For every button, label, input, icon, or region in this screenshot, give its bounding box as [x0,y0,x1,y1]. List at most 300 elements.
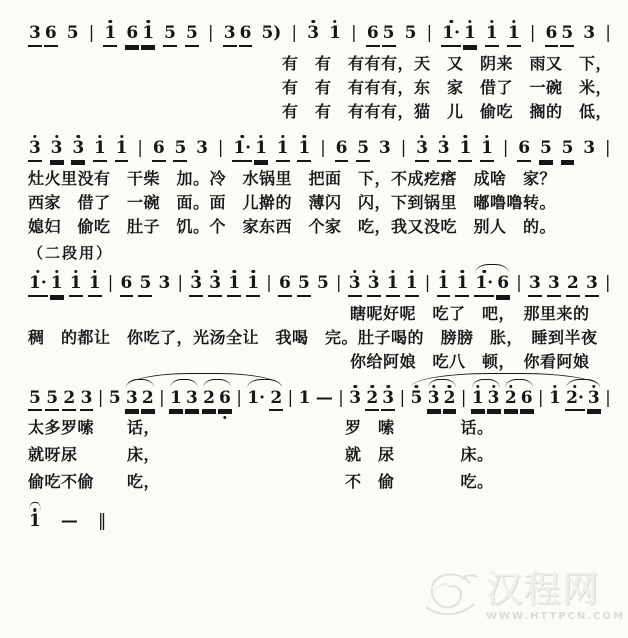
barline [107,272,115,295]
note-cell [50,137,64,162]
note-cell [604,387,612,410]
note-digit: | [137,137,144,158]
note-cell [319,137,327,160]
note [528,272,542,297]
note [520,387,534,412]
note [125,387,139,412]
note-cell [246,272,260,297]
note-digit: | [266,272,272,293]
note [246,387,266,410]
note-digit: 1· [232,140,252,162]
note-cell [120,272,134,297]
note-digit: 6 [545,25,559,47]
note-cell [115,137,129,162]
note-digit: 5 [45,390,59,412]
note-cell [441,25,477,47]
lyrics-row [28,301,612,325]
lyric-text: 就 尿 床。 [345,445,494,465]
note-digit: 1 [471,390,485,412]
note-cell [348,272,362,297]
note-digit: 3 [349,387,362,408]
note [28,25,42,47]
note-digit: | [604,272,611,293]
note [218,387,232,412]
notation-line [28,500,612,533]
dash-note [315,387,334,410]
note-cell [335,272,343,295]
lyrics-row [28,415,612,442]
note-cell [474,272,510,297]
note-cell [585,272,599,297]
note-digit: 2 [504,390,518,412]
note-digit: 1 [88,275,102,297]
note [404,25,418,45]
note-digit: | [291,23,298,43]
note-digit: 5 [539,140,553,162]
note-cell [348,387,362,410]
lyric-text: 瞎呢好呢 吃了 吧， 那里来的 [350,303,590,323]
note [443,387,457,412]
note-digit: 2 [62,390,76,412]
note-cell [604,25,612,45]
note-digit: 5 [297,275,311,297]
note-digit: — [315,387,333,408]
note-cell [80,387,94,412]
note-digit: 3 [587,390,601,412]
note-cell [108,387,122,410]
note-digit: 5 [28,390,42,412]
note-digit: | [207,23,214,43]
note-digit: 3 [381,390,395,412]
note-digit: 3 [307,23,320,43]
note-digit: 1 [93,140,107,162]
notation-line [28,262,612,297]
note-digit: | [400,137,407,158]
note-cell [107,272,115,295]
note-digit: 2· [565,390,585,412]
note-cell [539,137,553,162]
note-cell [158,387,166,410]
lyrics-row [28,166,612,190]
note-cell [28,513,42,533]
barline [604,387,612,410]
note-cell [604,272,612,295]
note-cell [217,137,225,160]
note-digit: 1 [548,387,561,408]
note-digit: 6 [218,390,232,412]
barline [265,272,273,295]
note-cell [88,25,96,45]
barline [515,272,523,295]
barline [537,387,545,410]
note-digit: 5 [173,140,187,162]
note-cell [517,137,531,162]
note [185,387,199,412]
note-digit: | [424,272,431,293]
note [93,137,107,162]
note-cell [367,272,381,297]
note [356,137,370,162]
note [585,272,599,297]
note [254,137,268,162]
note-cell [207,25,215,45]
note-cell [561,137,575,162]
tie-arc [475,264,509,273]
score-system [28,500,612,533]
note-cell [485,25,499,47]
note-digit: 2 [202,390,216,412]
note [582,25,596,45]
watermark-site-url: WWW.HTTPCN.COM [486,611,625,622]
note-cell [537,387,545,410]
note-cell [415,137,429,162]
note [45,387,59,412]
barline [176,272,184,295]
note-cell [337,387,345,410]
note-cell [455,272,469,297]
note [496,272,510,297]
note-cell [297,137,311,162]
note-digit: | [338,387,344,408]
lyrics-row [28,214,612,238]
lyrics-row [28,190,612,214]
note [455,272,469,297]
note-digit: 1 [458,140,472,162]
note-cell [88,272,102,297]
barline [88,25,96,45]
note-cell [60,513,79,533]
note [44,25,58,47]
barline [287,387,295,410]
barline [290,25,298,45]
note [547,272,561,297]
barline [529,25,537,45]
note [269,387,283,412]
note-cell [566,272,580,297]
note-cell [410,387,424,410]
barline [604,137,612,160]
note [560,25,574,47]
note-digit: 3 [427,390,441,412]
note-digit: 3 [125,390,139,412]
note-digit: | [320,137,326,158]
barline [207,25,215,45]
note [115,137,129,162]
note-cell [202,387,232,412]
tie-arc [247,379,282,388]
note-digit: 1 [254,140,268,162]
note [507,25,521,47]
note-digit: 2 [269,390,283,412]
note [125,25,139,47]
note [50,272,64,297]
note-digit: | [236,387,242,408]
watermark-site-name: 汉程网 [486,569,601,610]
note-digit: 1 [463,25,477,47]
lyric-text: 偷吃不偷 吃， [28,472,161,492]
note-cell [66,25,80,45]
note-cell [306,25,320,45]
note [548,387,562,410]
note-digit: | [177,272,184,293]
note-cell [328,25,342,45]
lyrics-row [28,51,612,75]
note [539,137,553,162]
note-cell [138,272,152,297]
note [189,272,203,297]
note-digit: 1 [437,275,451,297]
note-digit: 3 [80,390,94,412]
barline [502,137,510,160]
note [157,272,171,295]
note-cell [604,137,612,160]
note-cell [28,387,42,412]
note [71,137,85,162]
lyrics-row [28,349,612,373]
note [28,513,42,533]
note [208,272,222,297]
note-digit: | [335,272,342,293]
barline [235,387,243,410]
note-digit: 3 [487,390,501,412]
note-digit: 1 [485,25,499,47]
note-digit: 5 [561,140,575,162]
note-cell [365,387,395,412]
note [348,272,362,297]
barline [604,25,612,45]
note-cell [378,137,392,160]
note-digit: 3 [223,25,237,47]
tie-arc [566,379,600,388]
barline [460,387,468,410]
note-digit: 3 [378,137,391,158]
note-cell [356,137,370,162]
note-digit: 5 [163,25,177,47]
note-cell [176,272,184,295]
note [69,272,83,297]
note [458,137,472,162]
barline [398,387,406,410]
note [297,137,311,162]
note [169,387,183,412]
lyric-text: 灶火里没有 干柴 加。冷 水锅里 把面 下，不成疙瘩 成啥 家？ [28,168,557,188]
note-digit: | [502,137,509,158]
note-digit: | [351,23,357,43]
note [485,25,499,47]
note-cell [195,137,209,160]
note [415,137,429,162]
barline [424,272,432,295]
note [223,25,237,47]
note-cell [290,25,298,45]
note-digit: 1· [474,275,494,297]
note-cell [460,387,468,410]
note-cell [427,387,457,412]
note-digit: 1 [455,275,469,297]
note-digit: 1 [169,390,183,412]
barline [97,387,105,410]
note-digit: 3 [158,272,171,293]
note [202,387,216,412]
note-cell [173,137,187,162]
note-digit: 5 [410,387,423,408]
note-digit: 1 [297,140,311,162]
note-digit: 3 [583,137,596,158]
note-cell [424,272,432,295]
note-cell [223,25,253,47]
note [120,272,134,297]
score-body [28,12,612,537]
note-digit: 2 [566,275,580,297]
note-digit: | [287,387,294,408]
note [365,387,379,412]
note-cell [480,137,494,162]
note-cell [405,272,419,297]
note-cell [269,387,283,412]
note [474,272,494,297]
note-digit: 3 [28,140,42,162]
lyric-text: 稠 的都让 你吃了，光汤全让 我喝 完。肚子喝的 膀膀 胀， 睡到半夜 [28,327,598,347]
score-system [28,12,612,123]
lyric-text: 西家 借了 一碗 面。面 儿擀的 薄闪 闪，下到锅里 嘟噜噜转。 [28,192,557,212]
note-digit: 6 [120,275,134,297]
lyrics-row [28,75,612,99]
note-cell [366,25,396,47]
note-digit: ‖ [97,511,107,532]
note [587,387,601,412]
note-digit: 1· [247,387,266,408]
lyrics-row [28,325,612,349]
note [437,137,451,162]
note-digit: | [605,23,611,43]
barline [335,272,343,295]
note-digit: 1 [246,275,260,297]
lyric-text: 就呀尿 床， [28,445,161,465]
lyric-text: 不 偷 吃。 [345,472,494,492]
note-digit: 1 [329,23,341,43]
note-cell [69,272,83,297]
note [227,272,241,297]
note-digit: 3 [196,137,208,158]
note-digit: | [107,272,114,293]
note-digit: 5 [108,387,121,408]
note-cell [528,272,542,297]
note [367,272,381,297]
note-cell [62,387,76,412]
note-digit: 2 [443,390,457,412]
watermark [420,564,626,630]
note [561,137,575,162]
note [185,25,199,47]
note-digit: 6 [517,140,531,162]
lyric-text: 你给阿娘 吃八 顿， 你看阿娘 [350,351,590,371]
note [471,387,485,412]
note-cell [335,137,349,162]
note-digit: 1 [50,275,64,297]
note-cell [547,272,561,297]
barline [400,137,408,160]
note-cell [163,25,177,47]
lyric-text: 有 有 有有有，天 又 阴来 雨又 下， [282,53,613,73]
note-digit: 6 [125,25,139,47]
barline [217,137,225,160]
note [437,272,451,297]
note [88,272,102,297]
note [62,387,76,412]
note [246,272,260,297]
note [278,272,292,297]
note-cell [287,387,295,410]
note-cell [471,387,501,412]
note-digit: 1 [29,511,41,532]
note [427,387,441,412]
note [152,137,166,162]
watermark-text-block [486,569,625,622]
note-cell [315,387,334,410]
note [276,137,290,162]
note [463,25,477,47]
note-digit: 5 [382,25,396,47]
lyric-text: 有 有 有有有，猫 儿 偷吃 搁的 低， [282,101,613,121]
note [298,387,312,410]
note-cell [232,137,268,162]
note-cell [504,387,534,412]
notation-line [28,377,612,412]
note-digit: | [605,387,611,408]
note-digit: — [60,511,78,532]
note-cell [71,137,85,162]
note-digit: 1 [507,25,521,47]
note-cell [507,25,521,47]
note-digit: | [529,23,536,43]
note-cell [548,387,562,410]
note-digit: 1 [405,275,419,297]
note-digit: 1 [276,140,290,162]
note-digit: 1 [227,275,241,297]
note-cell [152,137,166,162]
barline [319,137,327,160]
note-cell [28,272,64,297]
note-digit: 3 [189,275,203,297]
note-digit: 3 [50,140,64,162]
note-digit: 3 [585,275,599,297]
lyric-text: 有 有 有有有，东 家 借了 一碗 米， [282,77,613,97]
note-digit: | [604,137,611,158]
note [173,137,187,162]
notation-line [28,127,612,162]
note-digit: 6 [239,25,253,47]
note [50,137,64,162]
section-label: （二段用） [28,243,114,262]
note [66,25,80,45]
note-cell [278,272,292,297]
barline [136,137,144,160]
note-cell [260,25,282,45]
note-digit: 1 [298,387,311,408]
note-digit: 1· [441,25,461,47]
note [410,387,424,410]
note [378,137,392,160]
note-digit: | [516,272,522,293]
tie-arc [29,502,41,511]
note [480,137,494,162]
note-cell [157,272,171,295]
note-cell [582,25,596,45]
note-digit: | [217,137,224,158]
note-cell [502,137,510,160]
note-digit: 3 [547,275,561,297]
note-cell [227,272,241,297]
